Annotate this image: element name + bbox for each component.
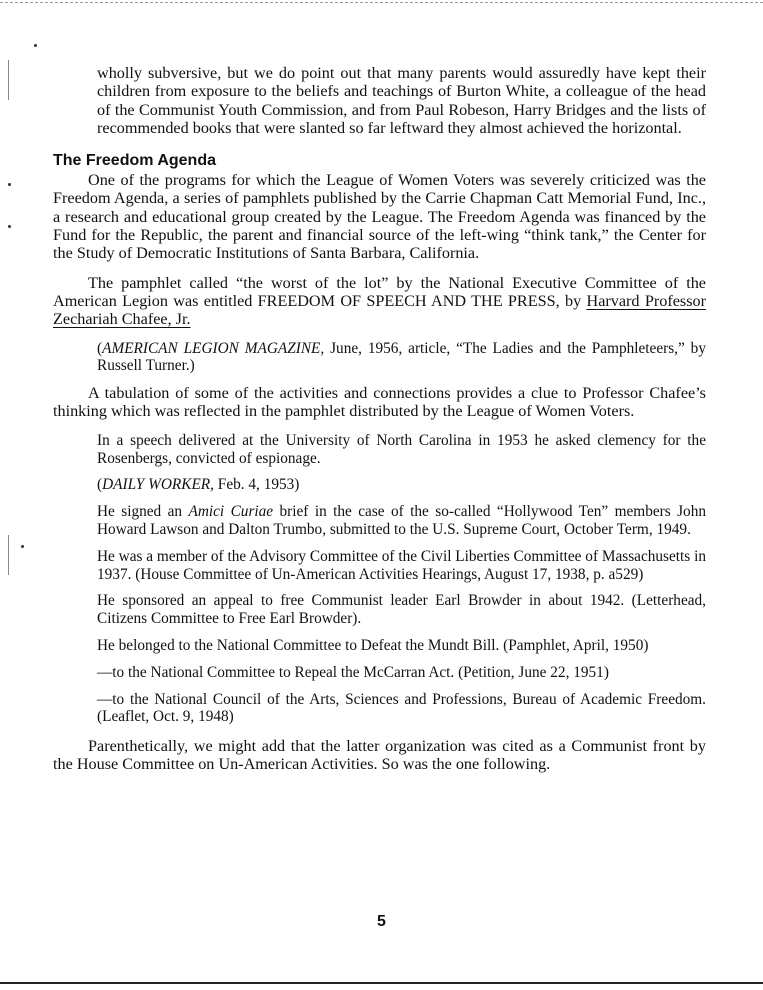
citation-details: Feb. 4, 1953)	[213, 476, 300, 494]
citation-open-paren: (	[97, 476, 103, 494]
scan-margin-mark	[8, 60, 9, 100]
citation-details: June, 1956, article, “The Ladies and the Pamphleteers,” by Russell Turner.)	[97, 339, 706, 375]
scan-speck	[8, 225, 11, 228]
tabulation-paragraph: A tabulation of some of the activities and connections provides a clue to Professor Chafee’s thinking which was reflected in the pamphlet distributed by the League of Women Voters.	[53, 384, 706, 421]
pamphlet-author: Harvard Professor Zechariah Chafee, Jr.	[53, 291, 706, 329]
citation-source-title: DAILY WORKER,	[102, 476, 214, 494]
citation-legion-magazine	[97, 340, 706, 376]
freedom-agenda-paragraph: One of the programs for which the League of Women Voters was severely criticized was the Freedom Agenda, a series of pamphlets published by the Carrie Chapman Catt Memorial Fund, Inc., a research and educational group created by the League. The Freedom Agenda was financed by the Fund for the Republic, the parent and financial source of the left-wing “think tank,” the Center for the Study of Democratic Institutions of Santa Barbara, California.	[53, 171, 706, 263]
pamphlet-paragraph	[53, 274, 706, 329]
item-text: brief in the case of the so-called “Hollywood Ten” members John Howard Lawson and Dalton Trumbo, submitted to the U.S. Supreme Court, October Term, 1949.	[97, 503, 706, 538]
item-browder: He sponsored an appeal to free Communist leader Earl Browder in about 1942. (Letterhead, Citizens Committee to Free Earl Browder).	[97, 592, 706, 628]
parenthetically-paragraph: Parenthetically, we might add that the latter organization was cited as a Communist front by the House Committee on Un-American Activities. So was the one following.	[53, 737, 706, 774]
page-top-edge	[0, 2, 763, 3]
item-amici-curiae	[97, 503, 706, 539]
item-advisory-committee: He was a member of the Advisory Committee of the Civil Liberties Committee of Massachusetts in 1937. (House Committee of Un-American Activities Hearings, August 17, 1938, p. a529)	[97, 547, 706, 583]
citation-source-title: AMERICAN LEGION MAGAZINE,	[102, 339, 325, 357]
item-speech: In a speech delivered at the University of North Carolina in 1953 he asked clemency for the Rosenbergs, convicted of espionage.	[97, 431, 706, 467]
item-mundt-bill: He belonged to the National Committee to Defeat the Mundt Bill. (Pamphlet, April, 1950)	[97, 636, 649, 654]
page-body	[53, 64, 706, 774]
citation-daily-worker	[97, 476, 706, 494]
section-heading: The Freedom Agenda	[53, 152, 216, 170]
item-mccarran-act: —to the National Committee to Repeal the McCarran Act. (Petition, June 22, 1951)	[97, 663, 609, 681]
scan-speck	[34, 44, 37, 47]
scan-speck	[21, 545, 24, 548]
pamphlet-paragraph-text: The pamphlet called “the worst of the lot” by the National Executive Committee of the American Legion was entitled FREEDOM OF SPEECH AND THE PRESS, by	[53, 273, 706, 310]
item-text: He signed an	[97, 503, 189, 521]
item-national-council: —to the National Council of the Arts, Sciences and Professions, Bureau of Academic Freedom. (Leaflet, Oct. 9, 1948)	[97, 690, 706, 726]
page-bottom-edge	[0, 982, 763, 984]
page-number: 5	[377, 913, 386, 930]
scan-margin-mark	[8, 535, 9, 575]
scan-speck	[8, 183, 11, 186]
citation-open-paren: (	[97, 339, 103, 357]
item-italic-term: Amici Curiae	[188, 503, 274, 521]
opening-paragraph: wholly subversive, but we do point out that many parents would assuredly have kept their children from exposure to the beliefs and teachings of Burton White, a colleague of the head of the Communist Youth Commission, and from Paul Robeson, Harry Bridges and the lists of recommended books that were slanted so far leftward they almost achieved the horizontal.	[97, 64, 706, 137]
